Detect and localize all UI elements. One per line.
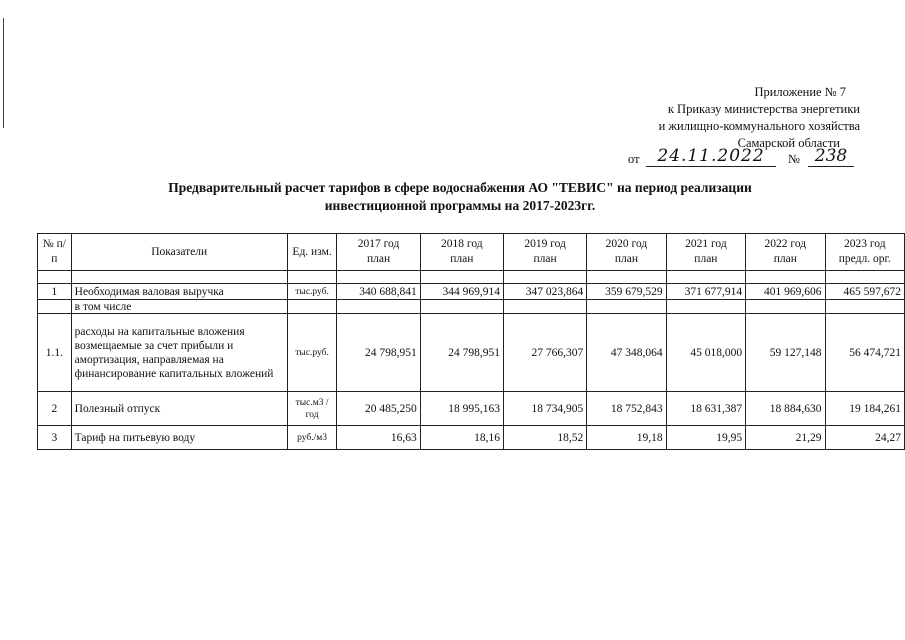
header-year-2021: 2021 год план [666,234,745,271]
cell-2022: 401 969,606 [746,284,825,300]
cell-2018: 344 969,914 [420,284,503,300]
title-line-1: Предварительный расчет тарифов в сфере водоснабжения АО "ТЕВИС" на период реализации [168,180,752,195]
order-number: 238 [808,146,854,167]
from-label: от [628,152,640,166]
table-row [38,284,905,300]
table-row [38,314,905,392]
cell-2017: 20 485,250 [337,392,420,426]
title-line-2: инвестиционной программы на 2017-2023гг. [324,198,596,213]
row-num: 3 [38,426,72,450]
cell-2019: 27 766,307 [503,314,586,392]
cell-2022: 59 127,148 [746,314,825,392]
cell-2020: 19,18 [587,426,666,450]
header-year-2018: 2018 год план [420,234,503,271]
row-indicator: Необходимая валовая выручка [71,284,287,300]
cell-2021: 19,95 [666,426,745,450]
cell-2023: 24,27 [825,426,904,450]
row-unit [287,300,337,314]
spacer-row [38,271,905,284]
cell-2022: 18 884,630 [746,392,825,426]
row-indicator: Тариф на питьевую воду [71,426,287,450]
cell-2018: 24 798,951 [420,314,503,392]
tariff-table [37,233,905,450]
row-num: 1.1. [38,314,72,392]
row-unit: тыс.руб. [287,284,337,300]
row-indicator: Полезный отпуск [71,392,287,426]
row-unit: тыс.м3 /год [287,392,337,426]
order-date: 24.11.2022 [646,146,776,167]
table-row [38,426,905,450]
row-num: 1 [38,284,72,300]
row-num: 2 [38,392,72,426]
header-indicator: Показатели [71,234,287,271]
cell-2019: 18,52 [503,426,586,450]
cell-2023: 19 184,261 [825,392,904,426]
appendix-block [560,84,880,152]
cell-2020: 359 679,529 [587,284,666,300]
order-reference [628,148,878,170]
cell-2019: 347 023,864 [503,284,586,300]
cell-2017: 340 688,841 [337,284,420,300]
cell-2021: 18 631,387 [666,392,745,426]
table-row [38,300,905,314]
header-year-2022: 2022 год план [746,234,825,271]
appendix-line-1: Приложение № 7 [754,85,846,99]
document-title [60,179,860,215]
row-num [38,300,72,314]
header-year-2023: 2023 год предл. орг. [825,234,904,271]
cell-2019: 18 734,905 [503,392,586,426]
appendix-line-3: и жилищно-коммунального хозяйства [658,119,860,133]
appendix-line-4: Самарской области [737,136,840,150]
cell-2017: 16,63 [337,426,420,450]
header-year-2020: 2020 год план [587,234,666,271]
cell-2017: 24 798,951 [337,314,420,392]
cell-2023: 465 597,672 [825,284,904,300]
header-row [38,234,905,271]
cell-2018: 18 995,163 [420,392,503,426]
cell-2021: 45 018,000 [666,314,745,392]
cell-2020: 18 752,843 [587,392,666,426]
cell-2018: 18,16 [420,426,503,450]
header-year-2019: 2019 год план [503,234,586,271]
appendix-line-2: к Приказу министерства энергетики [667,102,860,116]
cell-2022: 21,29 [746,426,825,450]
row-unit: руб./м3 [287,426,337,450]
margin-line [3,18,4,128]
cell-2020: 47 348,064 [587,314,666,392]
table-row [38,392,905,426]
row-indicator: расходы на капитальные вложения возмещаемые за счет прибыли и амортизация, направляемая на финансирование капитальных вложений [71,314,287,392]
header-unit: Ед. изм. [287,234,337,271]
number-label: № [788,152,800,166]
header-year-2017: 2017 год план [337,234,420,271]
cell-2023: 56 474,721 [825,314,904,392]
header-num: № п/п [38,234,72,271]
row-unit: тыс.руб. [287,314,337,392]
cell-2021: 371 677,914 [666,284,745,300]
row-indicator: в том числе [71,300,287,314]
